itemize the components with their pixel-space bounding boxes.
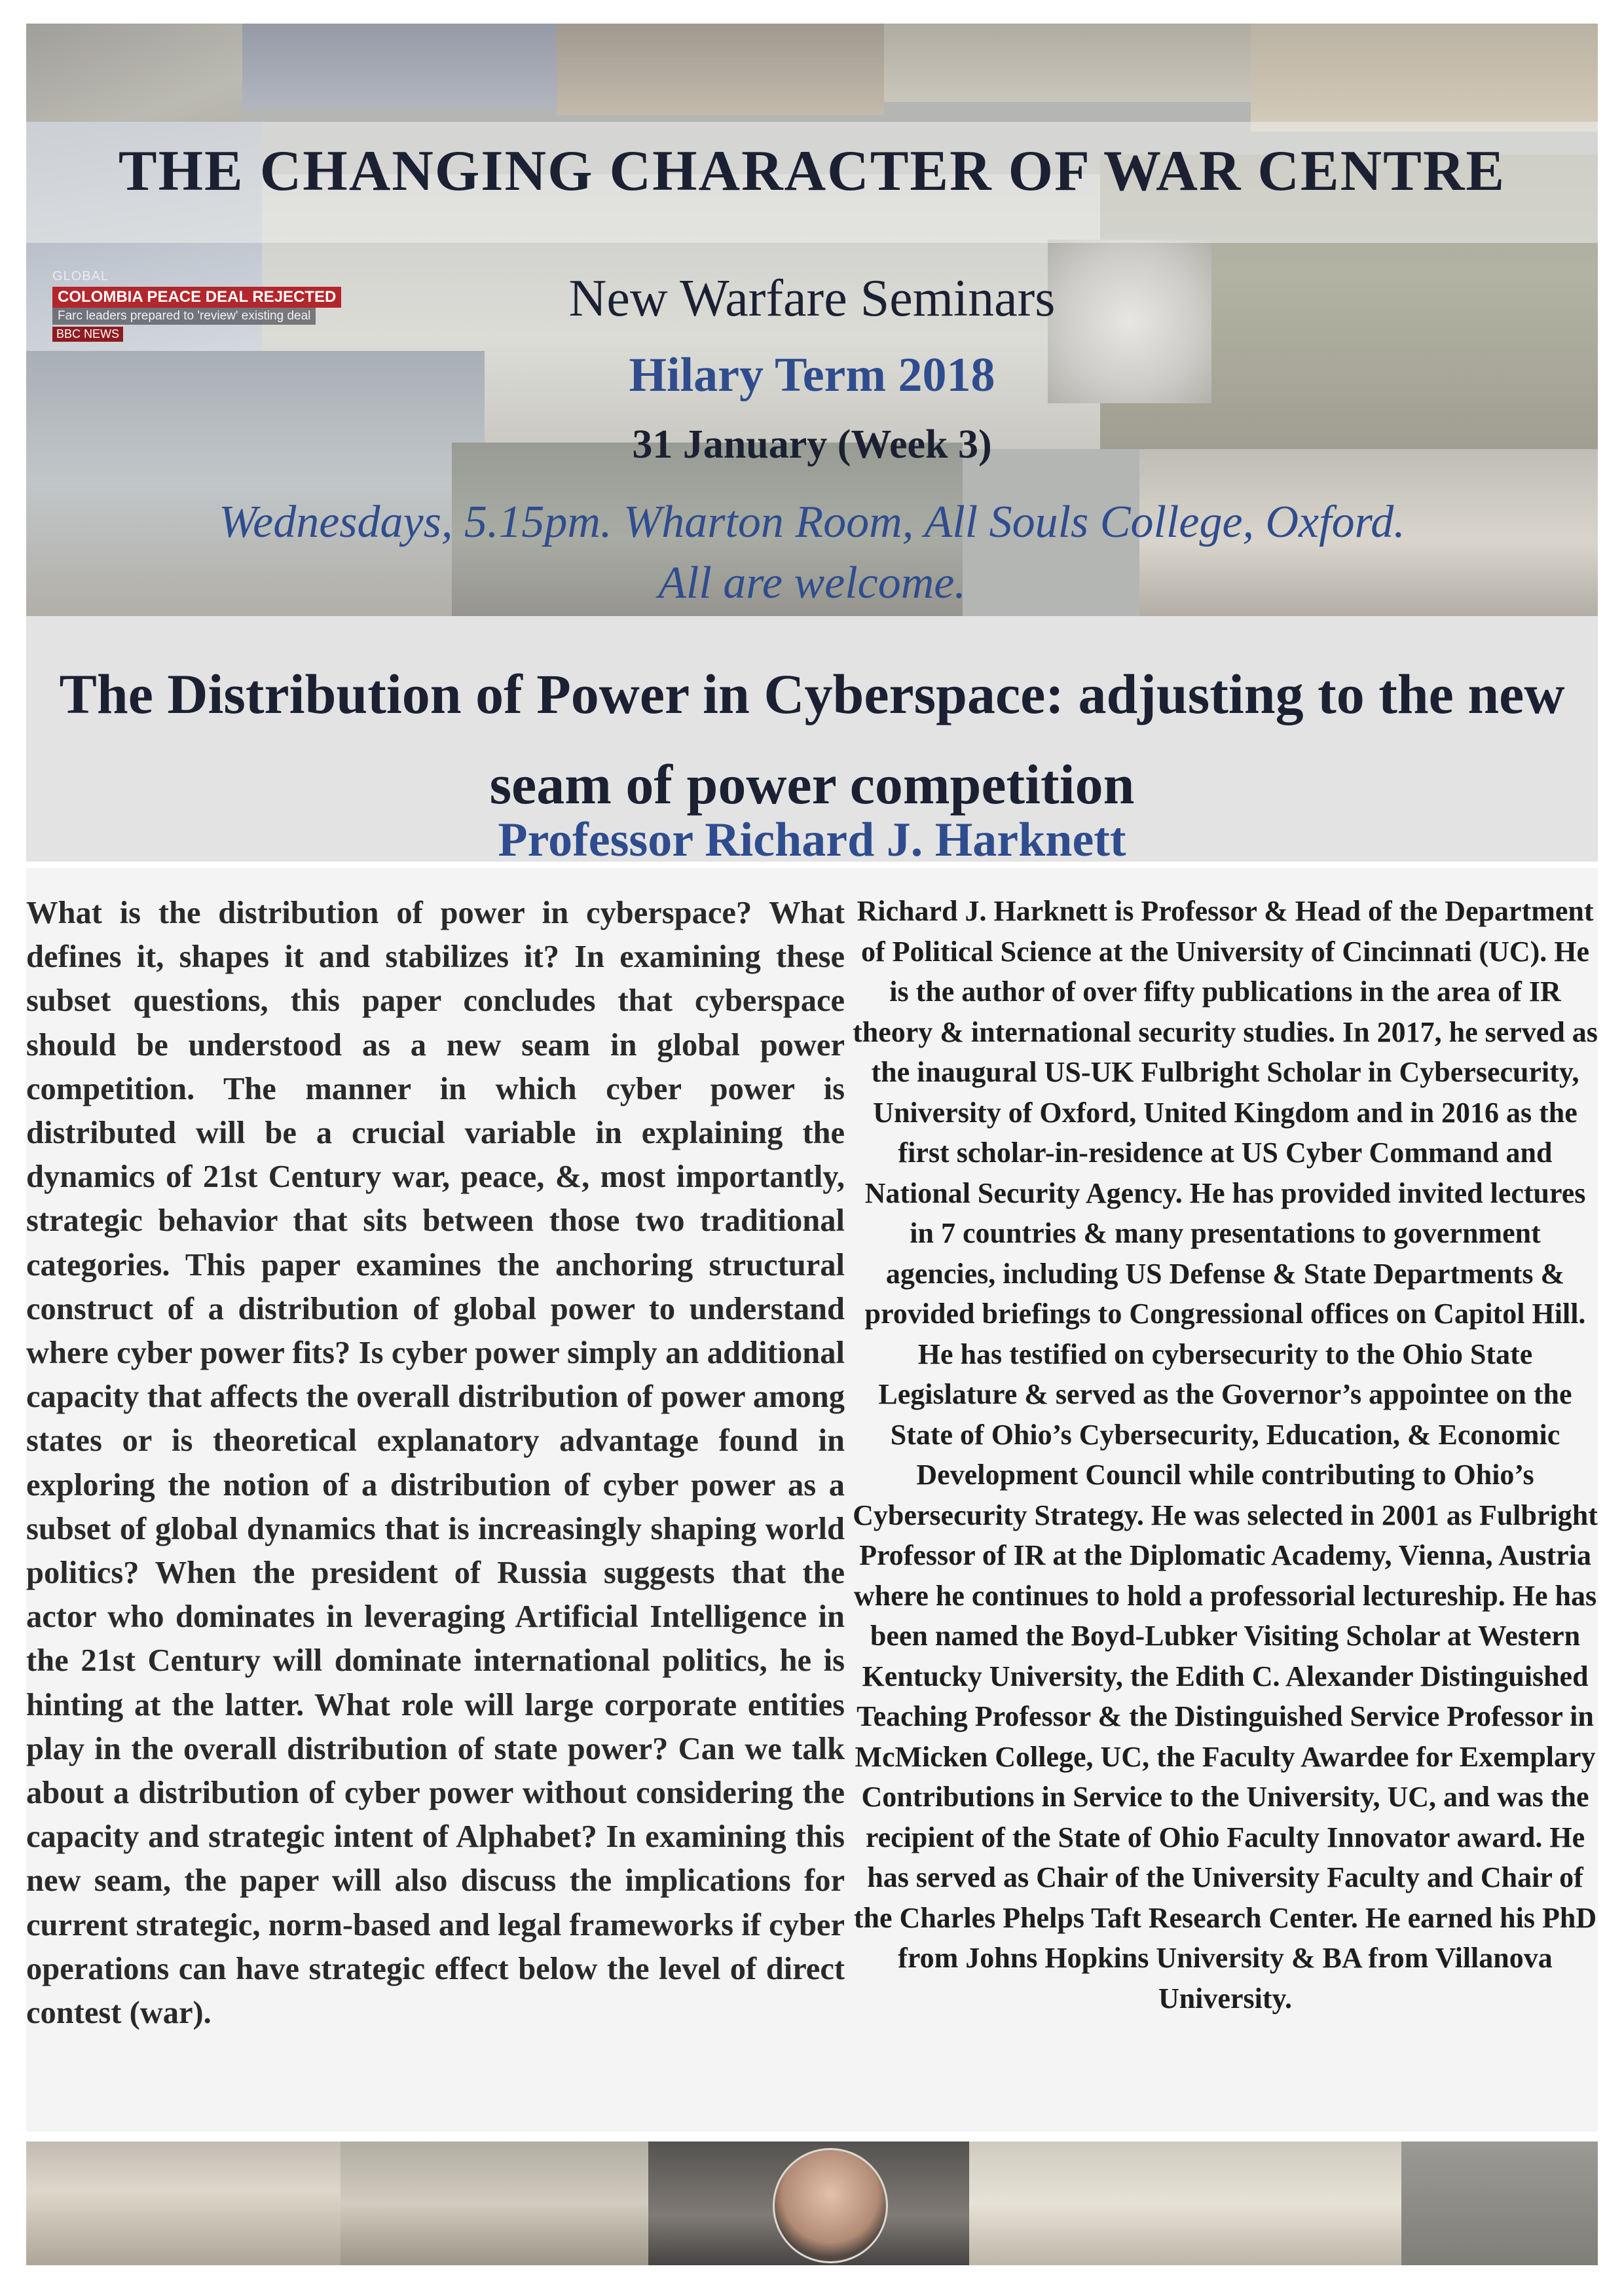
- news-label: GLOBAL: [52, 269, 109, 283]
- welcome-note: All are welcome.: [658, 558, 966, 608]
- speaker-name: Professor Richard J. Harknett: [498, 813, 1126, 867]
- footer-veil: [26, 2141, 1598, 2265]
- term-label: Hilary Term 2018: [629, 348, 995, 402]
- venue-info: Wednesdays, 5.15pm. Wharton Room, All Souls College, Oxford.: [219, 497, 1405, 547]
- news-headline: COLOMBIA PEACE DEAL REJECTED: [52, 287, 341, 308]
- abstract-text: What is the distribution of power in cyberspace? What defines it, shapes it and stabilizes it? In examining these subset questions, this paper concludes that cyberspace should be understood as a new seam in global power competition. The manner in which cyber power is distributed will be a crucial variable in explaining the dynamics of 21st Century war, peace, &, most importantly, strategic behavior that sits between those two traditional categories. This paper examines the anchoring structural construct of a distribution of global power to understand where cyber power fits? Is cyber power simply an additional capacity that affects the overall distribution of power among states or is theoretical explanatory advantage found in exploring the notion of a distribution of cyber power as a subset of global dynamics that is increasingly shaping world politics? When the president of Russia suggests that the actor who dominates in leveraging Artificial Intelligence in the 21st Century will dominate international politics, he is hinting at the latter. What role will large corporate entities play in the overall distribution of state power? Can we talk about a distribution of cyber power without considering the capacity and strategic intent of Alphabet? In examining this new seam, the paper will also discuss the implications for current strategic, norm-based and legal frameworks if cyber operations can have strategic effect below the level of direct contest (war).: [26, 896, 845, 2031]
- series-title: New Warfare Seminars: [568, 270, 1056, 327]
- centre-title: THE CHANGING CHARACTER OF WAR CENTRE: [118, 139, 1506, 203]
- news-subline: Farc leaders prepared to 'review' existing deal: [52, 308, 316, 325]
- speaker-bio: Richard J. Harknett is Professor & Head of the Department of Political Science at the University of Cincinnati (UC). He is the author of over fifty publications in the area of IR theory & international security studies. In 2017, he served as the inaugural US-UK Fulbright Scholar in Cybersecurity, University of Oxford, United Kingdom and in 2016 as the first scholar-in-residence at US Cyber Command and National Security Agency. He has provided invited lectures in 7 countries & many presentations to government agencies, including US Defense & State Departments & provided briefings to Congressional offices on Capitol Hill. He has testified on cybersecurity to the Ohio State Legislature & served as the Governor’s appointee on the State of Ohio’s Cybersecurity, Education, & Economic Development Council while contributing to Ohio’s Cybersecurity Strategy. He was selected in 2001 as Fulbright Professor of IR at the Diplomatic Academy, Vienna, Austria where he continues to hold a professorial lectureship. He has been named the Boyd-Lubker Visiting Scholar at Western Kentucky University, the Edith C. Alexander Distinguished Teaching Professor & the Distinguished Service Professor in McMicken College, UC, the Faculty Awardee for Exemplary Contributions in Service to the University, UC, and was the recipient of the State of Ohio Faculty Innovator award. He has served as Chair of the University Faculty and Chair of the Charles Phelps Taft Research Center. He earned his PhD from Johns Hopkins University & BA from Villanova University.: [853, 895, 1598, 2014]
- news-channel-logo: BBC NEWS: [52, 327, 123, 342]
- event-date: 31 January (Week 3): [632, 422, 992, 467]
- seminar-poster: [26, 24, 1598, 2265]
- talk-title: The Distribution of Power in Cyberspace: adjusting to the new seam of power competition: [59, 663, 1565, 816]
- footer-photo-collage: [26, 2141, 1598, 2265]
